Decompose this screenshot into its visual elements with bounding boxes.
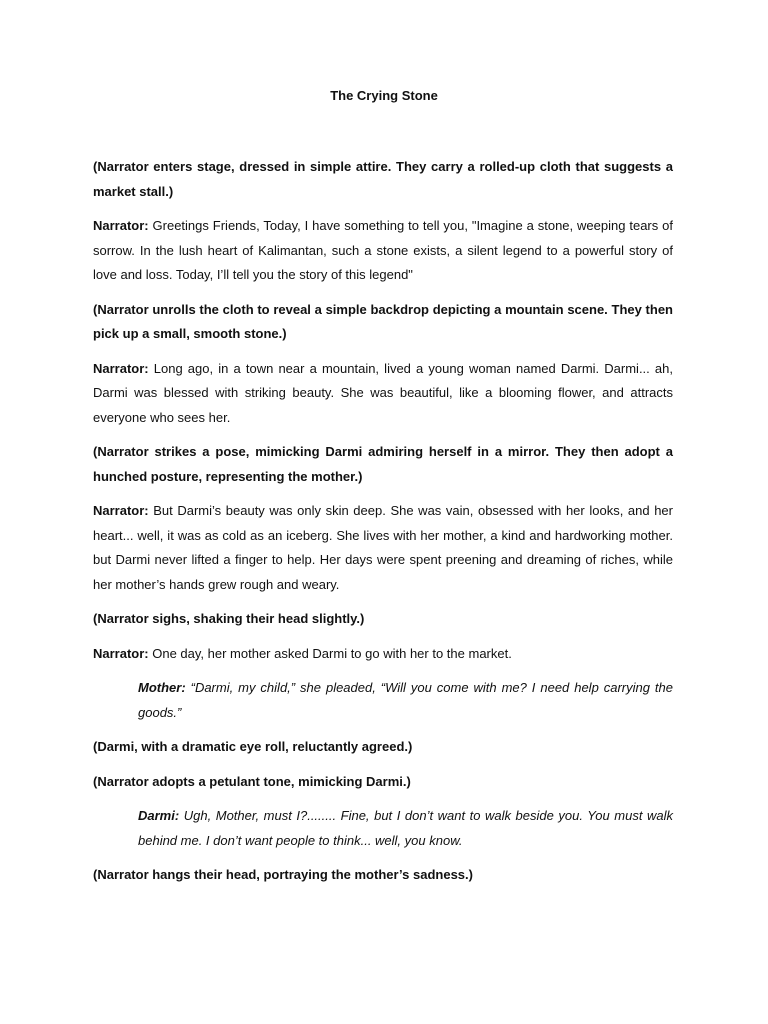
stage-direction-text: (Narrator enters stage, dressed in simple attire. They carry a rolled-up cloth that suggests a market stall.) <box>93 159 673 199</box>
speaker-label: Darmi: <box>138 808 180 823</box>
stage-direction-text: (Darmi, with a dramatic eye roll, reluctantly agreed.) <box>93 739 413 754</box>
narrator-line <box>93 357 673 431</box>
speaker-label: Narrator: <box>93 645 149 661</box>
stage-direction-text: (Narrator unrolls the cloth to reveal a simple backdrop depicting a mountain scene. They then pick up a small, smooth stone.) <box>93 301 673 341</box>
dialogue-text: “Darmi, my child,” she pleaded, “Will you come with me? I need help carrying the goods.” <box>138 680 673 720</box>
stage-direction-text: (Narrator adopts a petulant tone, mimicking Darmi.) <box>93 773 411 789</box>
stage-direction-text: (Narrator hangs their head, portraying the mother’s sadness.) <box>93 867 473 882</box>
narrator-line <box>93 214 673 288</box>
stage-direction <box>93 155 673 204</box>
dialogue-text: Long ago, in a town near a mountain, lived a young woman named Darmi. Darmi... ah, Darmi was blessed with striking beauty. She was beautiful, like a blooming flower, and attracts everyone who sees her. <box>93 360 673 425</box>
stage-direction-text: (Narrator sighs, shaking their head slightly.) <box>93 611 365 626</box>
speaker-label: Mother: <box>138 680 186 695</box>
speaker-label: Narrator: <box>93 218 149 233</box>
mother-line <box>138 676 673 725</box>
dialogue-text: One day, her mother asked Darmi to go with her to the market. <box>148 645 512 661</box>
stage-direction <box>93 298 673 347</box>
stage-direction <box>93 440 673 489</box>
speaker-label: Narrator: <box>93 360 149 376</box>
stage-direction <box>93 735 673 760</box>
speaker-label: Narrator: <box>93 503 149 518</box>
stage-direction <box>93 863 673 888</box>
dialogue-text: Greetings Friends, Today, I have something to tell you, "Imagine a stone, weeping tears of sorrow. In the lush heart of Kalimantan, such a stone exists, a silent legend to a powerful story of love and loss. Today, I’ll tell you the story of this legend" <box>93 218 673 282</box>
narrator-line <box>93 642 673 667</box>
document-title: The Crying Stone <box>330 88 438 103</box>
stage-direction-text: (Narrator strikes a pose, mimicking Darmi admiring herself in a mirror. They then adopt a hunched posture, representing the mother.) <box>93 444 673 484</box>
stage-direction <box>93 770 673 795</box>
dialogue-text: Ugh, Mother, must I?........ Fine, but I don’t want to walk beside you. You must walk behind me. I don’t want people to think... well, you know. <box>138 808 673 848</box>
narrator-line <box>93 499 673 597</box>
dialogue-text: But Darmi’s beauty was only skin deep. She was vain, obsessed with her looks, and her heart... well, it was as cold as an iceberg. She lives with her mother, a kind and hardworking mother. but Darmi never lifted a finger to help. Her days were spent preening and dreaming of riches, while her mother’s hands grew rough and weary. <box>93 503 673 592</box>
darmi-line <box>138 804 673 853</box>
script-body <box>93 155 673 898</box>
stage-direction <box>93 607 673 632</box>
